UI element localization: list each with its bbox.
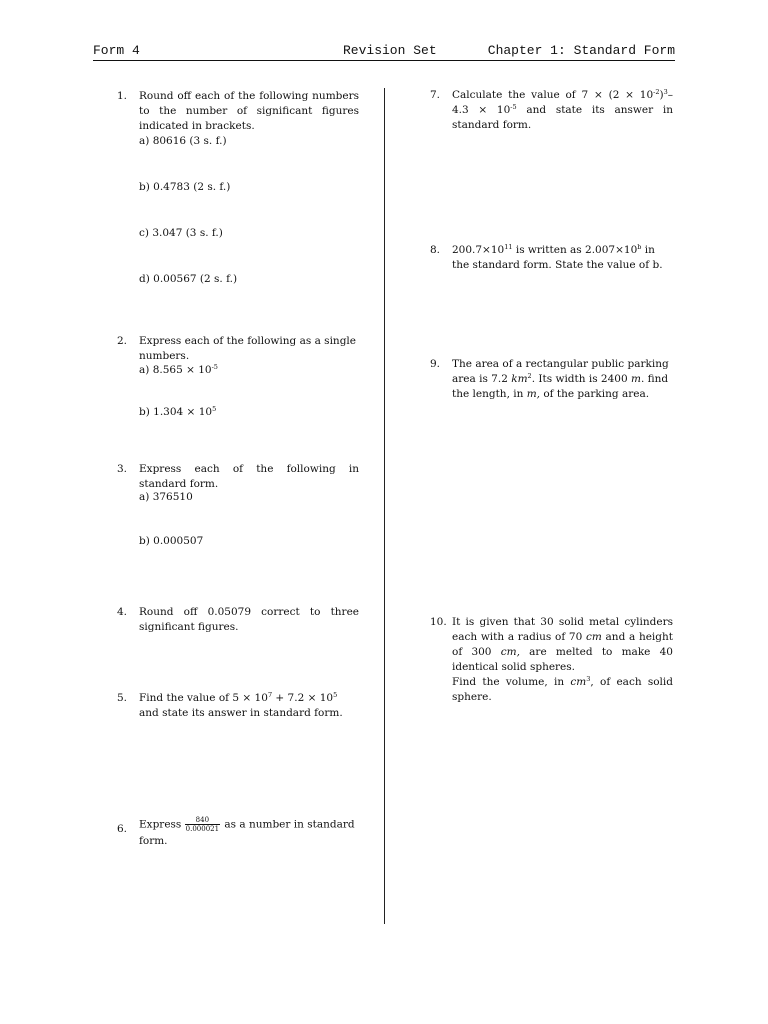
q9-unit: km: [511, 373, 528, 385]
question-text: [452, 243, 673, 273]
q10-unit: cm: [570, 676, 587, 688]
q7-text-part: and state its answer in standard form.: [452, 104, 673, 131]
q6-fraction: [185, 816, 220, 833]
q10-text-part: It is given that 30 solid metal cylinders each with a radius of 70: [452, 616, 673, 643]
q8-text-part: 200.7×10: [452, 244, 505, 256]
question-text: Round off 0.05079 correct to three significant figures.: [139, 606, 359, 633]
q10-unit: cm,: [500, 646, 520, 658]
q2-part-a: [139, 363, 218, 378]
header-underline: [93, 60, 675, 61]
q8-text-part: in the standard form. State the value of b.: [452, 244, 663, 271]
q9-exponent: 2: [527, 372, 532, 380]
q3-part-a: a) 376510: [139, 491, 193, 503]
q2-part-b-base: b) 1.304 × 10: [139, 406, 213, 418]
question-text: [452, 88, 673, 133]
question-number: 5.: [117, 692, 128, 704]
q8-text-part: is written as 2.007×10: [512, 244, 638, 256]
q10-exponent: 3: [586, 675, 591, 683]
q2-part-b: [139, 405, 216, 420]
header-chapter: Chapter 1: Standard Form: [487, 43, 675, 58]
q10-text-part: Find the volume, in: [452, 676, 571, 688]
question-number: 2.: [117, 335, 128, 347]
q9-text-part: . Its width is 2400: [531, 373, 631, 385]
q8-exponent: b: [637, 243, 642, 251]
q7-text-part: – 4.3 × 10: [452, 89, 673, 116]
q7-exponent: 3: [663, 88, 668, 96]
question-text: [452, 615, 673, 705]
fraction-numerator: 840: [185, 816, 220, 825]
question-number: 7.: [430, 89, 441, 101]
q9-unit: m: [631, 373, 641, 385]
q3-part-b: b) 0.000507: [139, 535, 204, 547]
q9-unit: m,: [526, 388, 541, 400]
q2-part-a-exponent: -5: [211, 363, 218, 371]
question-number: 6.: [117, 823, 128, 835]
question-number: 1.: [117, 90, 128, 102]
question-number: 4.: [117, 606, 128, 618]
q2-part-b-exponent: 5: [212, 405, 217, 413]
q9-text-part: . find the length, in: [452, 373, 669, 400]
q7-exponent: -5: [510, 103, 517, 111]
q5-text-part: Find the value of 5 × 10: [139, 692, 268, 704]
question-text: Express each of the following in standard form.: [139, 463, 359, 490]
q10-text-part: and a height of 300: [452, 631, 673, 658]
q10-text-part: , of each solid sphere.: [452, 676, 673, 703]
q7-text-part: Calculate the value of 7 × (2 × 10: [452, 89, 654, 101]
q10-unit: cm: [586, 631, 602, 643]
q5-text-part: and state its answer in standard form.: [139, 707, 343, 719]
q5-text-part: + 7.2 × 10: [272, 692, 334, 704]
question-text: Round off each of the following numbers to the number of significant figures indicated in brackets.: [139, 90, 359, 132]
q1-part-c: c) 3.047 (3 s. f.): [139, 227, 223, 239]
q5-exponent: 7: [267, 691, 273, 699]
question-text: Express each of the following as a single numbers.: [139, 335, 356, 362]
fraction-denominator: 0.000021: [185, 825, 220, 833]
question-number: 8.: [430, 244, 441, 256]
question-number: 10.: [430, 616, 447, 628]
q7-exponent: -2: [653, 88, 660, 96]
q6-text-part: Express: [139, 818, 185, 831]
q10-text-part: are melted to make 40 identical solid spheres.: [452, 646, 673, 673]
question-number: 9.: [430, 358, 441, 370]
q9-text-part: The area of a rectangular public parking area is 7.2: [452, 358, 669, 385]
q2-part-a-base: a) 8.565 × 10: [139, 364, 212, 376]
question-number: 3.: [117, 463, 128, 475]
q1-part-a: a) 80616 (3 s. f.): [139, 135, 227, 147]
question-text: [139, 691, 359, 721]
q5-exponent: 5: [333, 691, 338, 699]
q8-exponent: 11: [504, 243, 513, 251]
question-text: [452, 357, 673, 402]
q6-text-part: as a number in standard form.: [139, 818, 355, 847]
q1-part-d: d) 0.00567 (2 s. f.): [139, 273, 238, 285]
column-divider: [384, 88, 385, 924]
page-header: [93, 43, 675, 61]
header-title: Revision Set: [343, 43, 437, 58]
q9-text-part: of the parking area.: [540, 388, 650, 400]
question-text: [139, 816, 359, 849]
q1-part-b: b) 0.4783 (2 s. f.): [139, 181, 231, 193]
header-form-label: Form 4: [93, 43, 140, 58]
q7-text-part: ): [659, 89, 664, 101]
